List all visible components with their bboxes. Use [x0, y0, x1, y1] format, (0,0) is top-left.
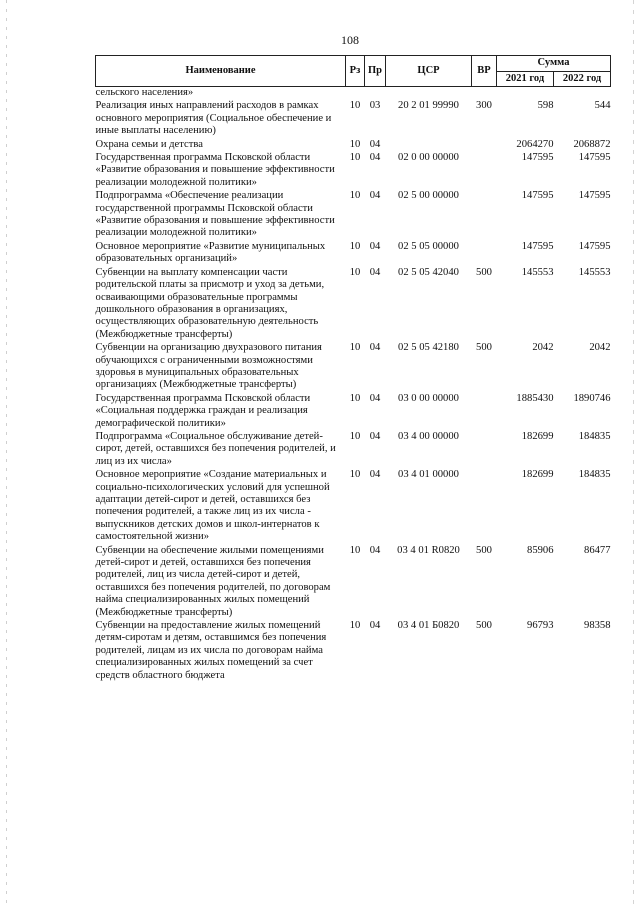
row-csr: 03 4 01 Б0820	[397, 620, 460, 632]
row-name: сельского населения»	[95, 87, 194, 98]
row-csr	[386, 139, 472, 152]
scan-edge-left	[6, 0, 7, 905]
row-pr: 04	[369, 620, 381, 632]
row-sum-2022: 544	[594, 100, 611, 112]
row-vr	[472, 190, 497, 241]
row-rz: 10	[349, 100, 361, 112]
page-number: 108	[341, 33, 359, 47]
row-vr	[472, 431, 497, 469]
row-csr: 02 5 05 42180	[398, 342, 459, 354]
row-name: Субвенции на выплату компенсации части родительской платы за присмотр и уход за детьми, осваивающими образовательные программы дошкольного образования в организациях, осуществляющих образовательную деятельность (Межбюджетные трансферты)	[95, 266, 325, 340]
row-sum-2022: 184835	[578, 469, 611, 481]
row-sum-2022: 2068872	[573, 138, 611, 150]
table-row	[96, 342, 611, 393]
row-pr: 04	[369, 430, 381, 442]
row-vr	[472, 87, 497, 101]
row-rz: 10	[349, 190, 361, 202]
row-csr: 03 4 01 R0820	[397, 544, 460, 556]
row-name: Основное мероприятие «Развитие муниципальных образовательных организаций»	[95, 240, 326, 265]
header-name: Наименование	[96, 56, 346, 87]
table-row	[96, 267, 611, 342]
row-sum-2021: 145553	[521, 266, 554, 278]
table-row	[96, 87, 611, 101]
header-pr: Пр	[365, 56, 386, 87]
row-pr: 04	[369, 392, 381, 404]
row-sum-2022	[554, 87, 611, 101]
row-pr: 04	[369, 190, 381, 202]
table-row	[96, 139, 611, 152]
row-csr: 03 4 01 00000	[398, 469, 459, 481]
row-vr	[472, 469, 497, 544]
table-row	[96, 620, 611, 683]
table-row	[96, 190, 611, 241]
row-vr	[472, 393, 497, 431]
row-vr: 300	[476, 100, 492, 112]
row-csr: 03 0 00 00000	[398, 392, 459, 404]
row-rz: 10	[349, 266, 361, 278]
header-year-2022: 2022 год	[554, 71, 611, 87]
header-csr: ЦСР	[386, 56, 472, 87]
row-vr	[472, 152, 497, 190]
header-vr: ВР	[472, 56, 497, 87]
row-name: Охрана семьи и детства	[95, 138, 203, 150]
row-sum-2021: 598	[537, 100, 554, 112]
row-sum-2022: 184835	[578, 430, 611, 442]
row-rz: 10	[349, 430, 361, 442]
table-row	[96, 545, 611, 620]
row-sum-2022: 147595	[578, 240, 611, 252]
row-name: Субвенции на обеспечение жилыми помещениями детей-сирот и детей, оставшихся без попечения родителей, лиц из числа детей-сирот и детей, оставшихся без попечения родителей, по договорам найма специализированных жилых помещений (Межбюджетные трансферты)	[95, 544, 331, 618]
row-rz: 10	[349, 469, 361, 481]
row-sum-2021: 147595	[521, 240, 554, 252]
budget-table	[95, 55, 611, 683]
row-name: Государственная программа Псковской области «Социальная поддержка граждан и реализация демографической политики»	[95, 392, 311, 429]
row-rz: 10	[349, 240, 361, 252]
row-csr: 02 5 05 42040	[398, 266, 459, 278]
row-pr: 04	[369, 544, 381, 556]
row-csr: 20 2 01 99990	[398, 100, 459, 112]
row-vr: 500	[476, 342, 492, 354]
row-name: Субвенции на организацию двухразового питания обучающихся с ограниченными возможностями здоровья в муниципальных образовательных организациях (Межбюджетные трансферты)	[95, 342, 322, 391]
row-sum-2021: 182699	[521, 430, 554, 442]
row-pr: 04	[369, 266, 381, 278]
row-name: Субвенции на предоставление жилых помещений детям-сиротам и детям, оставшимся без попечения родителей, лицам из их числа по договорам найма специализированных жилых помещений за счет средств областного бюджета	[95, 620, 327, 681]
table-row	[96, 469, 611, 544]
row-sum-2021	[497, 87, 554, 101]
row-sum-2021: 85906	[527, 544, 554, 556]
header-rz: Рз	[346, 56, 365, 87]
row-vr	[472, 241, 497, 267]
row-rz: 10	[349, 544, 361, 556]
row-sum-2022: 98358	[584, 620, 611, 632]
row-sum-2022: 2042	[589, 342, 611, 354]
row-pr: 04	[369, 342, 381, 354]
row-sum-2021: 2064270	[516, 138, 554, 150]
row-pr	[365, 87, 386, 101]
row-sum-2022: 86477	[584, 544, 611, 556]
table-row	[96, 393, 611, 431]
row-sum-2022: 1890746	[573, 392, 611, 404]
row-pr: 04	[369, 469, 381, 481]
row-pr: 04	[369, 240, 381, 252]
row-vr: 500	[476, 544, 492, 556]
row-pr: 03	[369, 100, 381, 112]
row-rz	[346, 87, 365, 101]
row-name: Реализация иных направлений расходов в рамках основного мероприятия (Социальное обеспечение и иные выплаты населению)	[95, 100, 332, 137]
row-name: Подпрограмма «Обеспечение реализации государственной программы Псковской области «Развитие образования и повышение эффективности реализации молодежной политики»	[95, 190, 335, 239]
row-rz: 10	[349, 620, 361, 632]
row-csr: 02 0 00 00000	[398, 152, 459, 164]
row-name: Государственная программа Псковской области «Развитие образования и повышение эффективности реализации молодежной политики»	[95, 152, 335, 188]
row-pr: 04	[369, 138, 381, 150]
header-year-2021: 2021 год	[497, 71, 554, 87]
table-row	[96, 152, 611, 190]
row-rz: 10	[349, 342, 361, 354]
row-vr	[472, 139, 497, 152]
row-csr: 03 4 00 00000	[398, 430, 459, 442]
row-sum-2021: 147595	[521, 190, 554, 202]
row-name: Основное мероприятие «Создание материальных и социально-психологических условий для успешной адаптации детей-сирот и детей, оставшихся без попечения родителей, а также лиц из их числа - выпускников детских домов и школ-интернатов к самостоятельной жизни»	[95, 469, 330, 543]
row-rz: 10	[349, 392, 361, 404]
row-sum-2022: 147595	[578, 152, 611, 164]
row-csr: 02 5 00 00000	[398, 190, 459, 202]
row-rz: 10	[349, 138, 361, 150]
row-sum-2022: 145553	[578, 266, 611, 278]
table-row	[96, 431, 611, 469]
header-sum: Сумма	[497, 56, 611, 72]
row-csr	[386, 87, 472, 101]
table-row	[96, 100, 611, 138]
row-sum-2021: 2042	[532, 342, 554, 354]
table-row	[96, 241, 611, 267]
row-csr: 02 5 05 00000	[398, 240, 459, 252]
row-vr: 500	[476, 620, 492, 632]
row-sum-2021: 182699	[521, 469, 554, 481]
scan-edge-right	[633, 0, 634, 905]
row-pr: 04	[369, 152, 381, 164]
row-sum-2021: 1885430	[516, 392, 554, 404]
row-rz: 10	[349, 152, 361, 164]
row-sum-2022: 147595	[578, 190, 611, 202]
row-sum-2021: 96793	[527, 620, 554, 632]
row-name: Подпрограмма «Социальное обслуживание детей-сирот, детей, оставшихся без попечения родителей, и лиц из их числа»	[95, 430, 336, 467]
row-sum-2021: 147595	[521, 152, 554, 164]
row-vr: 500	[476, 266, 492, 278]
